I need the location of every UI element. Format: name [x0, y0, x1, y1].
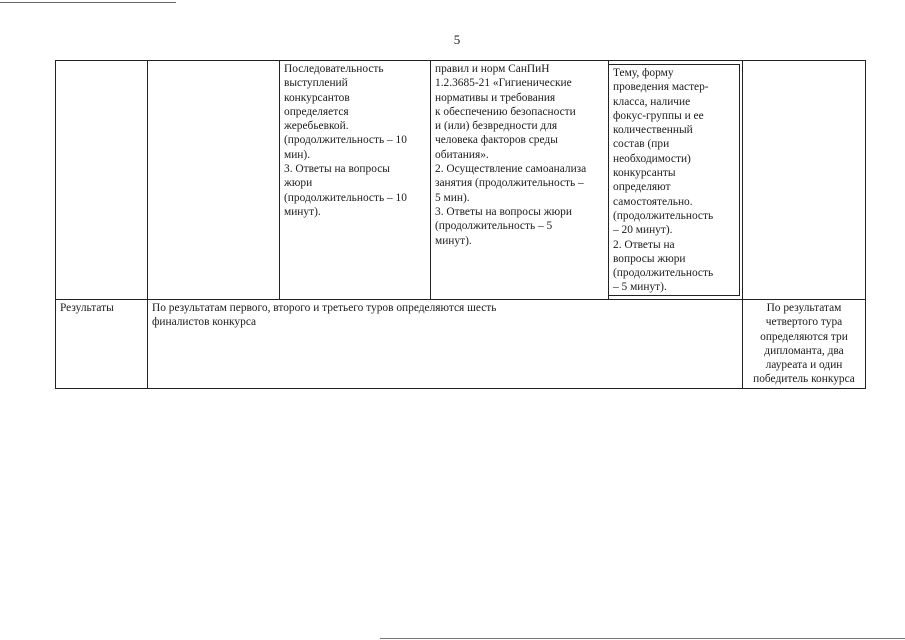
table-cell-empty	[743, 61, 866, 300]
table-cell-empty	[56, 61, 148, 300]
table-cell-masterclass-procedure	[609, 61, 743, 300]
results-label: Результаты	[56, 300, 148, 389]
table-cell-stage4-procedure	[431, 61, 609, 300]
bottom-rule	[380, 638, 905, 639]
table-row	[56, 61, 866, 300]
table-cell-stage3-procedure	[280, 61, 431, 300]
table-cell-empty	[148, 61, 280, 300]
table-row-results	[56, 300, 866, 389]
cell-text: Последовательность выступлений конкурсантов определяется жеребьевкой. (продолжительность – 10 мин). 3. Ответы на вопросы жюри (продолжительность – 10 минут).	[284, 63, 407, 218]
cell-text: правил и норм СанПиН 1.2.3685-21 «Гигиенические нормативы и требования к обеспечению безопасности и (или) безвредности для человека факторов среды обитания». 2. Осуществление самоанализа занятия (продолжительность – 5 мин). 3. Ответы на вопросы жюри (продолжительность – 5 минут).	[435, 63, 587, 247]
results-stages-1-3: По результатам первого, второго и третьего туров определяются шесть финалистов конкурса	[148, 300, 743, 389]
top-rule	[0, 2, 176, 3]
page-number: 5	[453, 32, 461, 47]
cell-text: Тему, форму проведения мастер- класса, наличие фокус-группы и ее количественный состав (при необходимости) конкурсанты определяют самостоятельно. (продолжительность – 20 минут). 2. Ответы на вопросы жюри (продолжительность – 5 минут).	[608, 64, 740, 296]
results-stage-4: По результатам четвертого тура определяются три дипломанта, два лауреата и один победитель конкурса	[743, 300, 866, 389]
competition-table	[55, 60, 866, 389]
